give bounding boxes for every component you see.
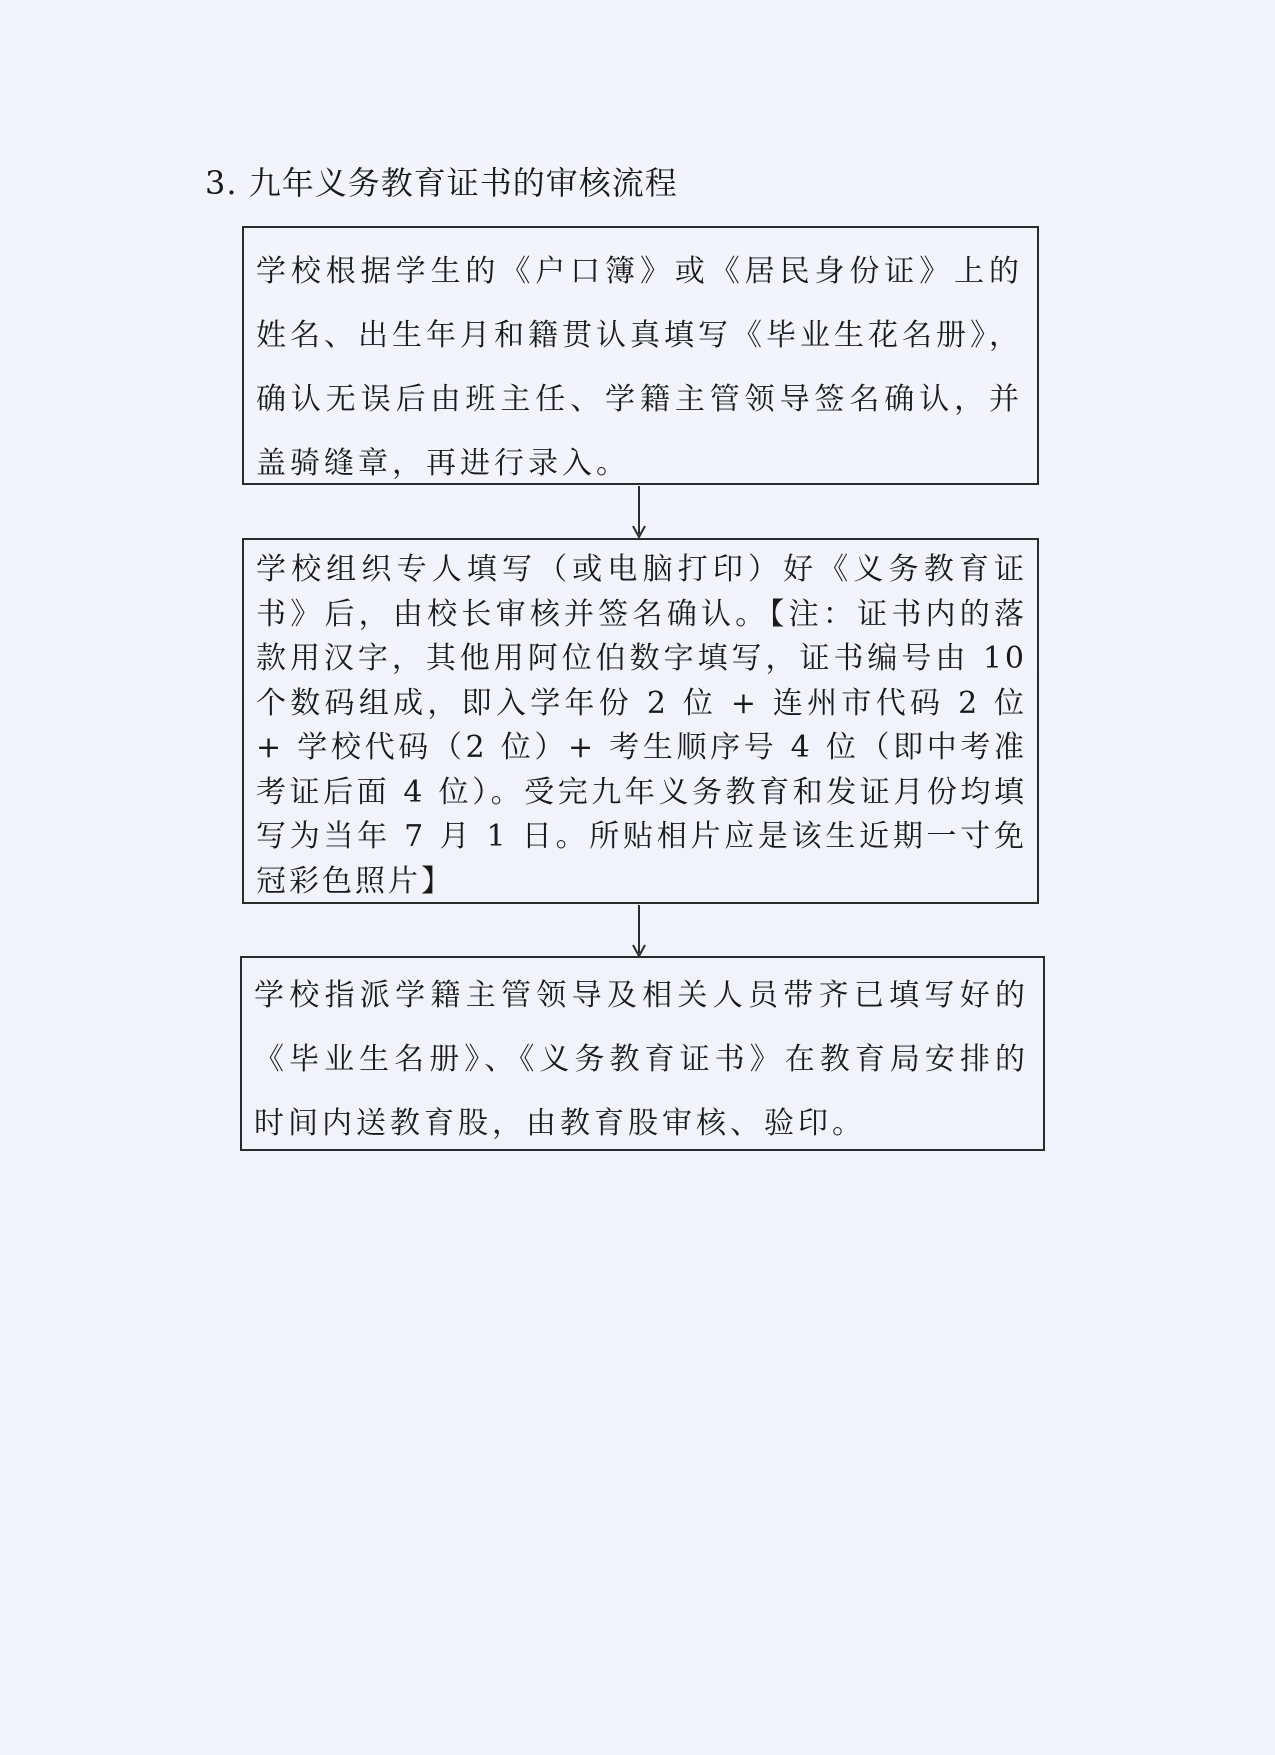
flow-step-3	[240, 956, 1045, 1151]
section-heading: 3. 九年义务教育证书的审核流程	[205, 164, 678, 202]
flow-step-2-text: 学校组织专人填写（或电脑打印）好《义务教育证书》后，由校长审核并签名确认。【注：证书内的落款用汉字，其他用阿位伯数字填写，证书编号由 10 个数码组成，即入学年份 2 位 + 连州市代码 2 位 + 学校代码（2 位）+ 考生顺序号 4 位（即中考准考证后面 4 位）。受完九年义务教育和发证月份均填写为当年 7 月 1 日。所贴相片应是该生近期一寸免冠彩色照片】	[256, 552, 1027, 899]
down-arrow-icon	[629, 905, 649, 957]
flow-step-2	[242, 538, 1039, 904]
down-arrow-icon	[629, 486, 649, 538]
flow-step-3-text: 学校指派学籍主管领导及相关人员带齐已填写好的《毕业生名册》、《义务教育证书》在教育局安排的时间内送教育股，由教育股审核、验印。	[254, 978, 1029, 1141]
flow-step-1-text: 学校根据学生的《户口簿》或《居民身份证》上的姓名、出生年月和籍贯认真填写《毕业生花名册》，确认无误后由班主任、学籍主管领导签名确认，并盖骑缝章，再进行录入。	[256, 254, 1023, 481]
flow-step-1	[242, 226, 1039, 485]
